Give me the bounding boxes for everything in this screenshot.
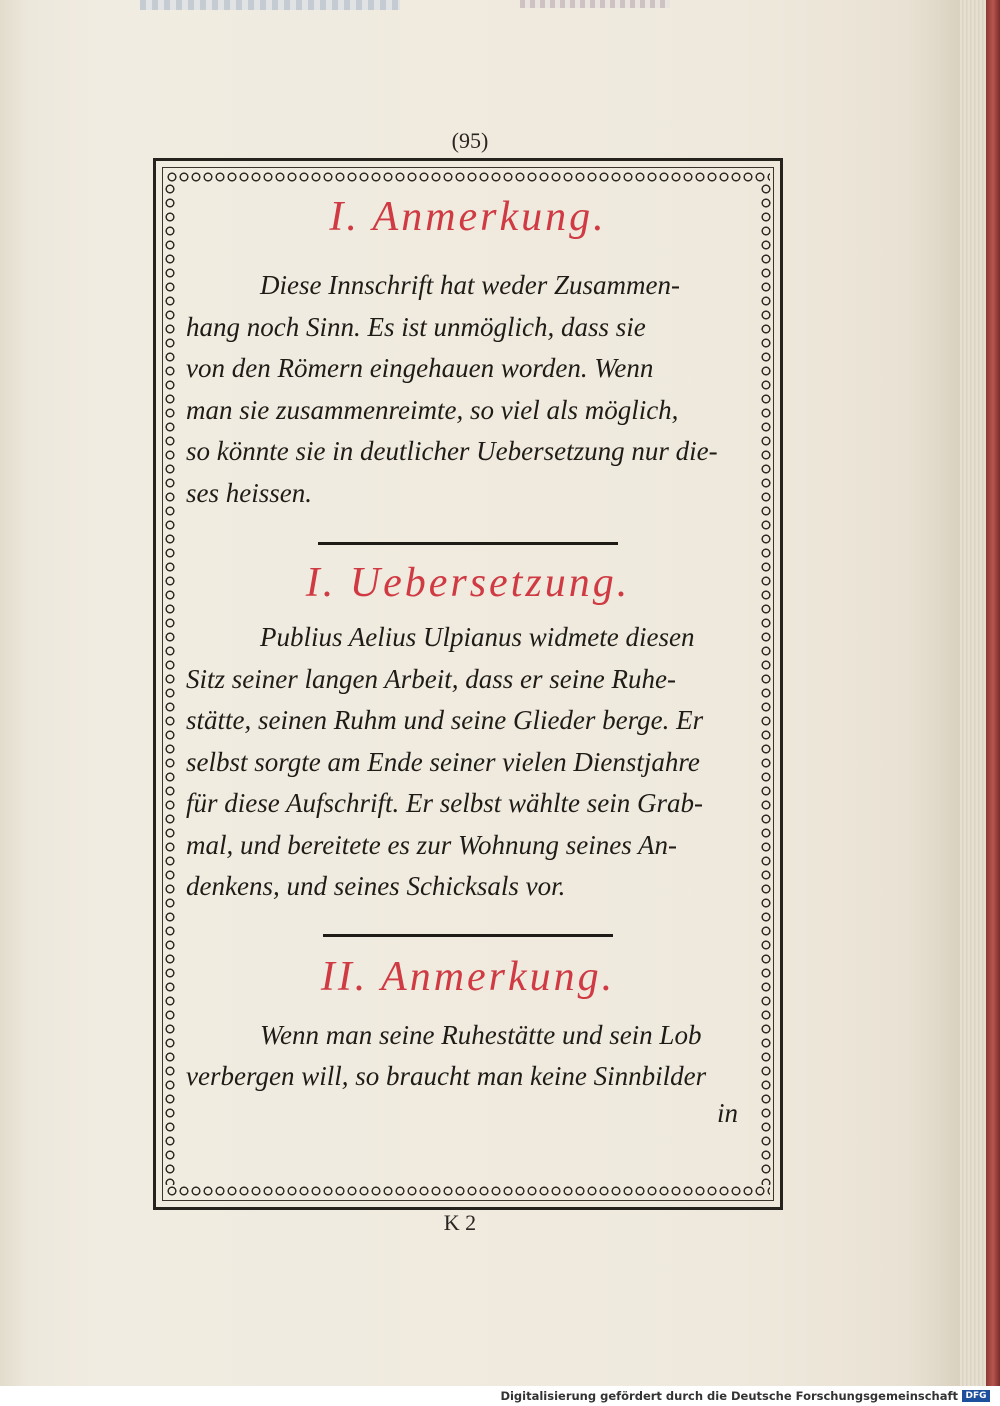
text-line: hang noch Sinn. Es ist unmöglich, dass sie	[186, 311, 646, 342]
text-line: Sitz seiner langen Arbeit, dass er seine Ruhe-	[186, 663, 676, 694]
text-line: stätte, seinen Ruhm und seine Glieder berge. Er	[186, 705, 704, 735]
dfg-logo-icon: DFG	[962, 1390, 990, 1402]
paragraph-lines	[186, 1056, 750, 1098]
catchword: in	[716, 1097, 738, 1128]
funding-credit: Digitalisierung gefördert durch die Deutsche Forschungsgemeinschaft	[500, 1389, 958, 1403]
section-heading: I. Anmerkung.	[329, 194, 607, 240]
paragraph	[186, 1015, 750, 1057]
paragraph	[186, 265, 750, 307]
divider-rule	[318, 542, 618, 545]
book-cover-edge	[986, 0, 1000, 1386]
text-line: für diese Aufschrift. Er selbst wählte sein Grab-	[186, 788, 703, 818]
text-line: mal, und bereitete es zur Wohnung seines An-	[186, 829, 677, 860]
divider-rule	[323, 934, 613, 937]
text-block	[186, 191, 750, 1129]
text-line: selbst sorgte am Ende seiner vielen Dienstjahre	[186, 746, 700, 777]
text-line: von den Römern eingehauen worden. Wenn	[186, 353, 654, 383]
text-line: denkens, und seines Schicksals vor.	[186, 871, 566, 901]
text-line: Diese Innschrift hat weder Zusammen-	[260, 270, 680, 300]
text-line: verbergen will, so braucht man keine Sinnbilder	[186, 1061, 707, 1091]
section-heading: II. Anmerkung.	[320, 953, 616, 1000]
ornament-top	[166, 171, 770, 183]
page-number: (95)	[451, 128, 489, 153]
text-line: Publius Aelius Ulpianus widmete diesen	[260, 622, 695, 652]
text-line: man sie zusammenreimte, so viel als möglich,	[186, 394, 679, 425]
page-edges	[960, 0, 986, 1386]
section-heading: I. Uebersetzung.	[305, 560, 631, 606]
footer-bar	[0, 1386, 1000, 1406]
paragraph-lines	[186, 659, 750, 908]
ornament-right	[760, 183, 772, 1185]
text-line: Wenn man seine Ruhestätte und sein Lob	[260, 1019, 702, 1050]
ornament-bottom	[166, 1185, 770, 1197]
paragraph-lines	[186, 307, 750, 515]
top-clipped-page-2	[520, 0, 670, 8]
paragraph	[186, 617, 750, 659]
top-clipped-page	[140, 0, 400, 10]
ornament-left	[164, 183, 176, 1185]
text-line: ses heissen.	[186, 477, 312, 508]
signature-mark: K 2	[443, 1210, 477, 1235]
text-line: so könnte sie in deutlicher Uebersetzung nur die-	[186, 436, 718, 466]
ornamental-frame	[153, 158, 783, 1210]
